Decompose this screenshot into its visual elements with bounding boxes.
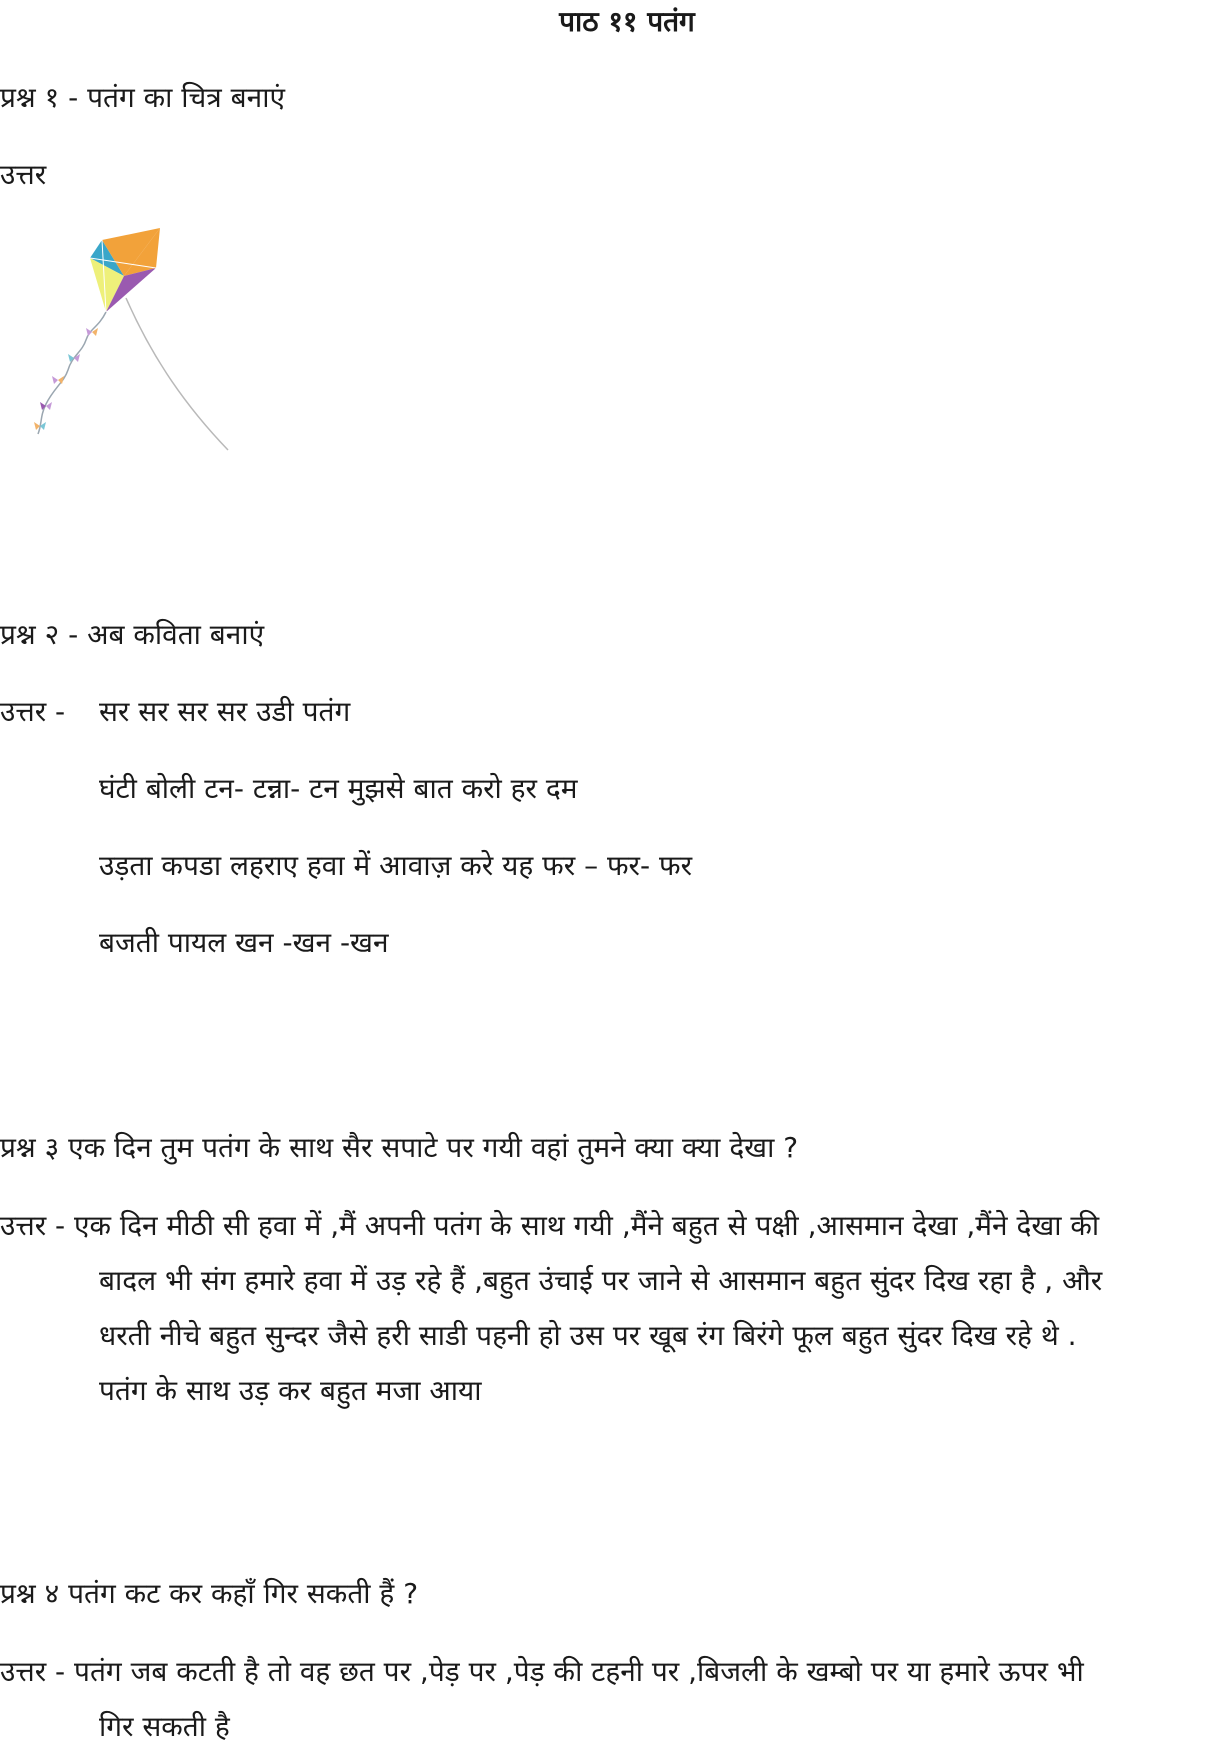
poem-line-4: बजती पायल खन -खन -खन [99, 926, 389, 959]
page-title: पाठ ११ पतंग [559, 5, 695, 38]
poem-line-3: उड़ता कपडा लहराए हवा में आवाज़ करे यह फर – फर- फर [99, 849, 693, 882]
answer-4-line-2: गिर सकती है [99, 1710, 230, 1743]
question-1: प्रश्न १ - पतंग का चित्र बनाएं [0, 81, 285, 114]
answer-4 [0, 1644, 1220, 1754]
kite-tail-bows [34, 328, 98, 430]
answer-2-label: उत्तर - [0, 695, 66, 728]
answer-3-line-2: बादल भी संग हमारे हवा में उड़ रहे हैं ,बहुत उंचाई पर जाने से आसमान बहुत सुंदर दिख रहा है , और [99, 1264, 1103, 1297]
question-2: प्रश्न २ - अब कविता बनाएं [0, 618, 265, 651]
answer-3-line-3: धरती नीचे बहुत सुन्दर जैसे हरी साडी पहनी हो उस पर खूब रंग बिरंगे फूल बहुत सुंदर दिख रहे थे . [99, 1319, 1077, 1352]
answer-3 [0, 1198, 1220, 1418]
question-4: प्रश्न ४ पतंग कट कर कहाँ गिर सकती हैं ? [0, 1577, 419, 1610]
answer-4-line-1: उत्तर - पतंग जब कटती है तो वह छत पर ,पेड़ पर ,पेड़ की टहनी पर ,बिजली के खम्बो पर या हमारे ऊपर भी [0, 1655, 1084, 1688]
poem-line-2: घंटी बोली टन- टन्ना- टन मुझसे बात करो हर दम [99, 772, 578, 805]
answer-1-label: उत्तर [0, 158, 47, 191]
kite-string [126, 298, 228, 450]
answer-3-line-1: उत्तर - एक दिन मीठी सी हवा में ,मैं अपनी पतंग के साथ गयी ,मैंने बहुत से पक्षी ,आसमान देखा ,मैंने देखा की [0, 1209, 1100, 1242]
poem-line-1: सर सर सर सर उडी पतंग [99, 695, 351, 728]
question-3: प्रश्न ३ एक दिन तुम पतंग के साथ सैर सपाटे पर गयी वहां तुमने क्या क्या देखा ? [0, 1131, 799, 1164]
kite-drawing [28, 228, 238, 458]
answer-3-line-4: पतंग के साथ उड़ कर बहुत मजा आया [99, 1374, 482, 1407]
